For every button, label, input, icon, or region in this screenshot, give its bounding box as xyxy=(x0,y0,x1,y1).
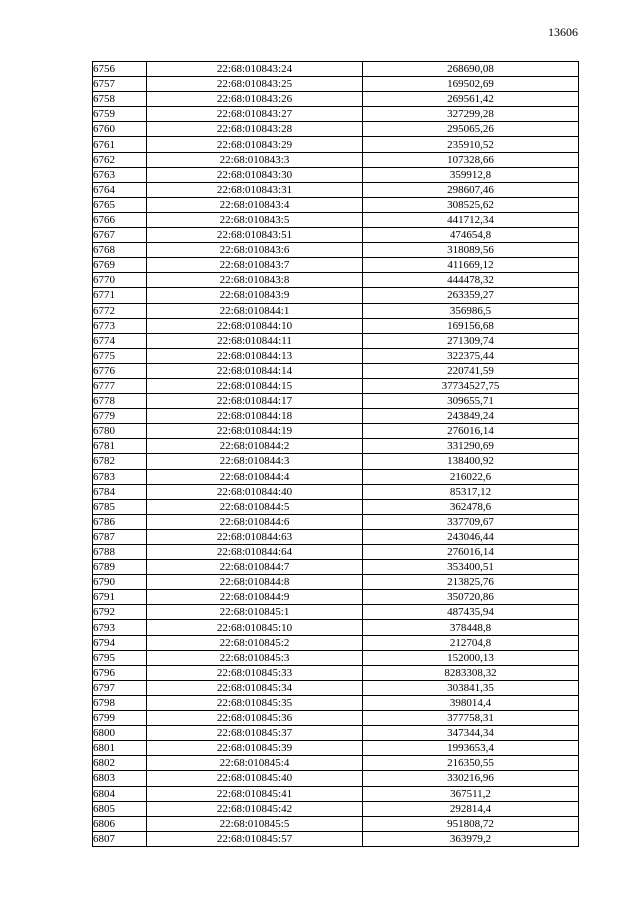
cadastral-value-cell: 220741,59 xyxy=(363,363,579,378)
cadastral-number-cell: 22:68:010844:4 xyxy=(147,469,363,484)
row-number-cell: 6758 xyxy=(93,92,147,107)
table-row xyxy=(93,771,579,786)
cadastral-value-cell: 303841,35 xyxy=(363,680,579,695)
row-number-cell: 6802 xyxy=(93,756,147,771)
table-row xyxy=(93,137,579,152)
cadastral-number-cell: 22:68:010844:63 xyxy=(147,529,363,544)
cadastral-number-cell: 22:68:010845:35 xyxy=(147,695,363,710)
cadastral-value-cell: 85317,12 xyxy=(363,484,579,499)
cadastral-value-cell: 263359,27 xyxy=(363,288,579,303)
row-number-cell: 6785 xyxy=(93,499,147,514)
row-number-cell: 6803 xyxy=(93,771,147,786)
table-row xyxy=(93,228,579,243)
row-number-cell: 6800 xyxy=(93,726,147,741)
cadastral-value-cell: 269561,42 xyxy=(363,92,579,107)
table-row xyxy=(93,575,579,590)
cadastral-number-cell: 22:68:010844:9 xyxy=(147,590,363,605)
table-row xyxy=(93,514,579,529)
cadastral-number-cell: 22:68:010845:57 xyxy=(147,831,363,846)
cadastral-number-cell: 22:68:010845:2 xyxy=(147,635,363,650)
row-number-cell: 6765 xyxy=(93,197,147,212)
table-row xyxy=(93,831,579,846)
table-row xyxy=(93,454,579,469)
cadastral-number-cell: 22:68:010843:3 xyxy=(147,152,363,167)
row-number-cell: 6789 xyxy=(93,560,147,575)
cadastral-number-cell: 22:68:010843:7 xyxy=(147,258,363,273)
cadastral-number-cell: 22:68:010844:7 xyxy=(147,560,363,575)
table-row xyxy=(93,726,579,741)
table-row xyxy=(93,107,579,122)
cadastral-number-cell: 22:68:010845:39 xyxy=(147,741,363,756)
cadastral-number-cell: 22:68:010843:31 xyxy=(147,182,363,197)
cadastral-number-cell: 22:68:010845:42 xyxy=(147,801,363,816)
cadastral-number-cell: 22:68:010845:5 xyxy=(147,816,363,831)
row-number-cell: 6786 xyxy=(93,514,147,529)
table-row xyxy=(93,665,579,680)
cadastral-value-cell: 363979,2 xyxy=(363,831,579,846)
cadastral-value-cell: 138400,92 xyxy=(363,454,579,469)
table-row xyxy=(93,424,579,439)
cadastral-value-cell: 322375,44 xyxy=(363,348,579,363)
cadastral-number-cell: 22:68:010845:36 xyxy=(147,711,363,726)
cadastral-value-cell: 377758,31 xyxy=(363,711,579,726)
row-number-cell: 6760 xyxy=(93,122,147,137)
row-number-cell: 6804 xyxy=(93,786,147,801)
table-row xyxy=(93,62,579,77)
row-number-cell: 6807 xyxy=(93,831,147,846)
row-number-cell: 6796 xyxy=(93,665,147,680)
row-number-cell: 6761 xyxy=(93,137,147,152)
cadastral-number-cell: 22:68:010844:10 xyxy=(147,318,363,333)
row-number-cell: 6790 xyxy=(93,575,147,590)
row-number-cell: 6795 xyxy=(93,650,147,665)
row-number-cell: 6763 xyxy=(93,167,147,182)
cadastral-value-cell: 362478,6 xyxy=(363,499,579,514)
table-row xyxy=(93,801,579,816)
cadastral-number-cell: 22:68:010844:40 xyxy=(147,484,363,499)
table-row xyxy=(93,529,579,544)
cadastral-number-cell: 22:68:010844:19 xyxy=(147,424,363,439)
cadastral-value-cell: 327299,28 xyxy=(363,107,579,122)
table-row xyxy=(93,741,579,756)
row-number-cell: 6793 xyxy=(93,620,147,635)
table-row xyxy=(93,484,579,499)
cadastral-value-cell: 951808,72 xyxy=(363,816,579,831)
table-row xyxy=(93,212,579,227)
row-number-cell: 6781 xyxy=(93,439,147,454)
cadastral-value-cell: 169502,69 xyxy=(363,77,579,92)
table-row xyxy=(93,318,579,333)
table-row xyxy=(93,363,579,378)
row-number-cell: 6801 xyxy=(93,741,147,756)
table-row xyxy=(93,620,579,635)
cadastral-value-cell: 331290,69 xyxy=(363,439,579,454)
table-row xyxy=(93,409,579,424)
cadastral-value-cell: 487435,94 xyxy=(363,605,579,620)
row-number-cell: 6771 xyxy=(93,288,147,303)
table-row xyxy=(93,439,579,454)
cadastral-number-cell: 22:68:010843:5 xyxy=(147,212,363,227)
row-number-cell: 6791 xyxy=(93,590,147,605)
row-number-cell: 6772 xyxy=(93,303,147,318)
cadastral-value-cell: 243046,44 xyxy=(363,529,579,544)
row-number-cell: 6774 xyxy=(93,333,147,348)
table-row xyxy=(93,333,579,348)
row-number-cell: 6792 xyxy=(93,605,147,620)
cadastral-number-cell: 22:68:010845:3 xyxy=(147,650,363,665)
row-number-cell: 6784 xyxy=(93,484,147,499)
cadastral-value-cell: 295065,26 xyxy=(363,122,579,137)
cadastral-value-table xyxy=(92,61,579,847)
table-row xyxy=(93,197,579,212)
table-row xyxy=(93,243,579,258)
cadastral-number-cell: 22:68:010843:51 xyxy=(147,228,363,243)
row-number-cell: 6797 xyxy=(93,680,147,695)
row-number-cell: 6787 xyxy=(93,529,147,544)
row-number-cell: 6756 xyxy=(93,62,147,77)
table-body xyxy=(93,62,579,847)
page-number: 13606 xyxy=(548,25,578,39)
table-row xyxy=(93,303,579,318)
table-row xyxy=(93,258,579,273)
cadastral-value-cell: 292814,4 xyxy=(363,801,579,816)
table-row xyxy=(93,816,579,831)
row-number-cell: 6783 xyxy=(93,469,147,484)
table-row xyxy=(93,680,579,695)
cadastral-value-cell: 411669,12 xyxy=(363,258,579,273)
table-row xyxy=(93,650,579,665)
cadastral-number-cell: 22:68:010844:15 xyxy=(147,378,363,393)
cadastral-number-cell: 22:68:010845:1 xyxy=(147,605,363,620)
cadastral-value-cell: 298607,46 xyxy=(363,182,579,197)
cadastral-value-cell: 107328,66 xyxy=(363,152,579,167)
cadastral-number-cell: 22:68:010843:26 xyxy=(147,92,363,107)
cadastral-value-cell: 243849,24 xyxy=(363,409,579,424)
table-row xyxy=(93,167,579,182)
cadastral-value-cell: 169156,68 xyxy=(363,318,579,333)
table-row xyxy=(93,182,579,197)
cadastral-value-cell: 213825,76 xyxy=(363,575,579,590)
cadastral-value-cell: 398014,4 xyxy=(363,695,579,710)
cadastral-number-cell: 22:68:010844:17 xyxy=(147,394,363,409)
cadastral-number-cell: 22:68:010845:33 xyxy=(147,665,363,680)
cadastral-number-cell: 22:68:010845:41 xyxy=(147,786,363,801)
row-number-cell: 6770 xyxy=(93,273,147,288)
cadastral-value-cell: 276016,14 xyxy=(363,424,579,439)
cadastral-value-cell: 271309,74 xyxy=(363,333,579,348)
table-row xyxy=(93,711,579,726)
cadastral-number-cell: 22:68:010843:27 xyxy=(147,107,363,122)
table-row xyxy=(93,786,579,801)
table-row xyxy=(93,288,579,303)
cadastral-value-cell: 347344,34 xyxy=(363,726,579,741)
cadastral-value-cell: 8283308,32 xyxy=(363,665,579,680)
table-row xyxy=(93,469,579,484)
cadastral-number-cell: 22:68:010843:28 xyxy=(147,122,363,137)
cadastral-number-cell: 22:68:010844:13 xyxy=(147,348,363,363)
cadastral-number-cell: 22:68:010845:34 xyxy=(147,680,363,695)
table-row xyxy=(93,348,579,363)
table-row xyxy=(93,499,579,514)
cadastral-value-cell: 216350,55 xyxy=(363,756,579,771)
table-row xyxy=(93,590,579,605)
cadastral-number-cell: 22:68:010843:24 xyxy=(147,62,363,77)
row-number-cell: 6775 xyxy=(93,348,147,363)
table-row xyxy=(93,92,579,107)
cadastral-value-cell: 337709,67 xyxy=(363,514,579,529)
cadastral-value-cell: 330216,96 xyxy=(363,771,579,786)
cadastral-number-cell: 22:68:010844:64 xyxy=(147,545,363,560)
table-row xyxy=(93,152,579,167)
cadastral-value-cell: 367511,2 xyxy=(363,786,579,801)
table-row xyxy=(93,756,579,771)
row-number-cell: 6798 xyxy=(93,695,147,710)
cadastral-number-cell: 22:68:010844:14 xyxy=(147,363,363,378)
table-row xyxy=(93,273,579,288)
cadastral-value-cell: 441712,34 xyxy=(363,212,579,227)
cadastral-number-cell: 22:68:010845:10 xyxy=(147,620,363,635)
row-number-cell: 6757 xyxy=(93,77,147,92)
cadastral-number-cell: 22:68:010843:9 xyxy=(147,288,363,303)
table-row xyxy=(93,378,579,393)
cadastral-value-cell: 359912,8 xyxy=(363,167,579,182)
row-number-cell: 6776 xyxy=(93,363,147,378)
cadastral-value-cell: 308525,62 xyxy=(363,197,579,212)
cadastral-number-cell: 22:68:010843:4 xyxy=(147,197,363,212)
row-number-cell: 6805 xyxy=(93,801,147,816)
cadastral-value-cell: 378448,8 xyxy=(363,620,579,635)
cadastral-value-cell: 356986,5 xyxy=(363,303,579,318)
table-row xyxy=(93,394,579,409)
cadastral-value-cell: 268690,08 xyxy=(363,62,579,77)
cadastral-number-cell: 22:68:010845:37 xyxy=(147,726,363,741)
row-number-cell: 6788 xyxy=(93,545,147,560)
row-number-cell: 6762 xyxy=(93,152,147,167)
row-number-cell: 6764 xyxy=(93,182,147,197)
table-row xyxy=(93,77,579,92)
cadastral-value-cell: 1993653,4 xyxy=(363,741,579,756)
cadastral-number-cell: 22:68:010843:30 xyxy=(147,167,363,182)
cadastral-number-cell: 22:68:010844:11 xyxy=(147,333,363,348)
cadastral-number-cell: 22:68:010845:40 xyxy=(147,771,363,786)
cadastral-value-cell: 276016,14 xyxy=(363,545,579,560)
row-number-cell: 6794 xyxy=(93,635,147,650)
cadastral-number-cell: 22:68:010845:4 xyxy=(147,756,363,771)
row-number-cell: 6768 xyxy=(93,243,147,258)
cadastral-value-cell: 216022,6 xyxy=(363,469,579,484)
row-number-cell: 6806 xyxy=(93,816,147,831)
row-number-cell: 6773 xyxy=(93,318,147,333)
row-number-cell: 6767 xyxy=(93,228,147,243)
table-row xyxy=(93,635,579,650)
cadastral-value-cell: 37734527,75 xyxy=(363,378,579,393)
row-number-cell: 6778 xyxy=(93,394,147,409)
cadastral-value-cell: 444478,32 xyxy=(363,273,579,288)
table-row xyxy=(93,695,579,710)
cadastral-number-cell: 22:68:010844:3 xyxy=(147,454,363,469)
cadastral-number-cell: 22:68:010843:8 xyxy=(147,273,363,288)
cadastral-value-cell: 212704,8 xyxy=(363,635,579,650)
row-number-cell: 6769 xyxy=(93,258,147,273)
cadastral-value-cell: 235910,52 xyxy=(363,137,579,152)
cadastral-number-cell: 22:68:010844:8 xyxy=(147,575,363,590)
table-row xyxy=(93,605,579,620)
cadastral-value-cell: 474654,8 xyxy=(363,228,579,243)
row-number-cell: 6779 xyxy=(93,409,147,424)
table-row xyxy=(93,122,579,137)
cadastral-value-cell: 318089,56 xyxy=(363,243,579,258)
row-number-cell: 6766 xyxy=(93,212,147,227)
cadastral-number-cell: 22:68:010843:29 xyxy=(147,137,363,152)
cadastral-number-cell: 22:68:010843:25 xyxy=(147,77,363,92)
cadastral-value-cell: 353400,51 xyxy=(363,560,579,575)
cadastral-number-cell: 22:68:010844:18 xyxy=(147,409,363,424)
cadastral-number-cell: 22:68:010844:2 xyxy=(147,439,363,454)
row-number-cell: 6780 xyxy=(93,424,147,439)
row-number-cell: 6759 xyxy=(93,107,147,122)
row-number-cell: 6799 xyxy=(93,711,147,726)
cadastral-value-cell: 152000,13 xyxy=(363,650,579,665)
cadastral-number-cell: 22:68:010844:5 xyxy=(147,499,363,514)
table-row xyxy=(93,545,579,560)
cadastral-number-cell: 22:68:010843:6 xyxy=(147,243,363,258)
cadastral-number-cell: 22:68:010844:6 xyxy=(147,514,363,529)
table-row xyxy=(93,560,579,575)
cadastral-value-cell: 309655,71 xyxy=(363,394,579,409)
cadastral-number-cell: 22:68:010844:1 xyxy=(147,303,363,318)
cadastral-value-cell: 350720,86 xyxy=(363,590,579,605)
row-number-cell: 6777 xyxy=(93,378,147,393)
row-number-cell: 6782 xyxy=(93,454,147,469)
